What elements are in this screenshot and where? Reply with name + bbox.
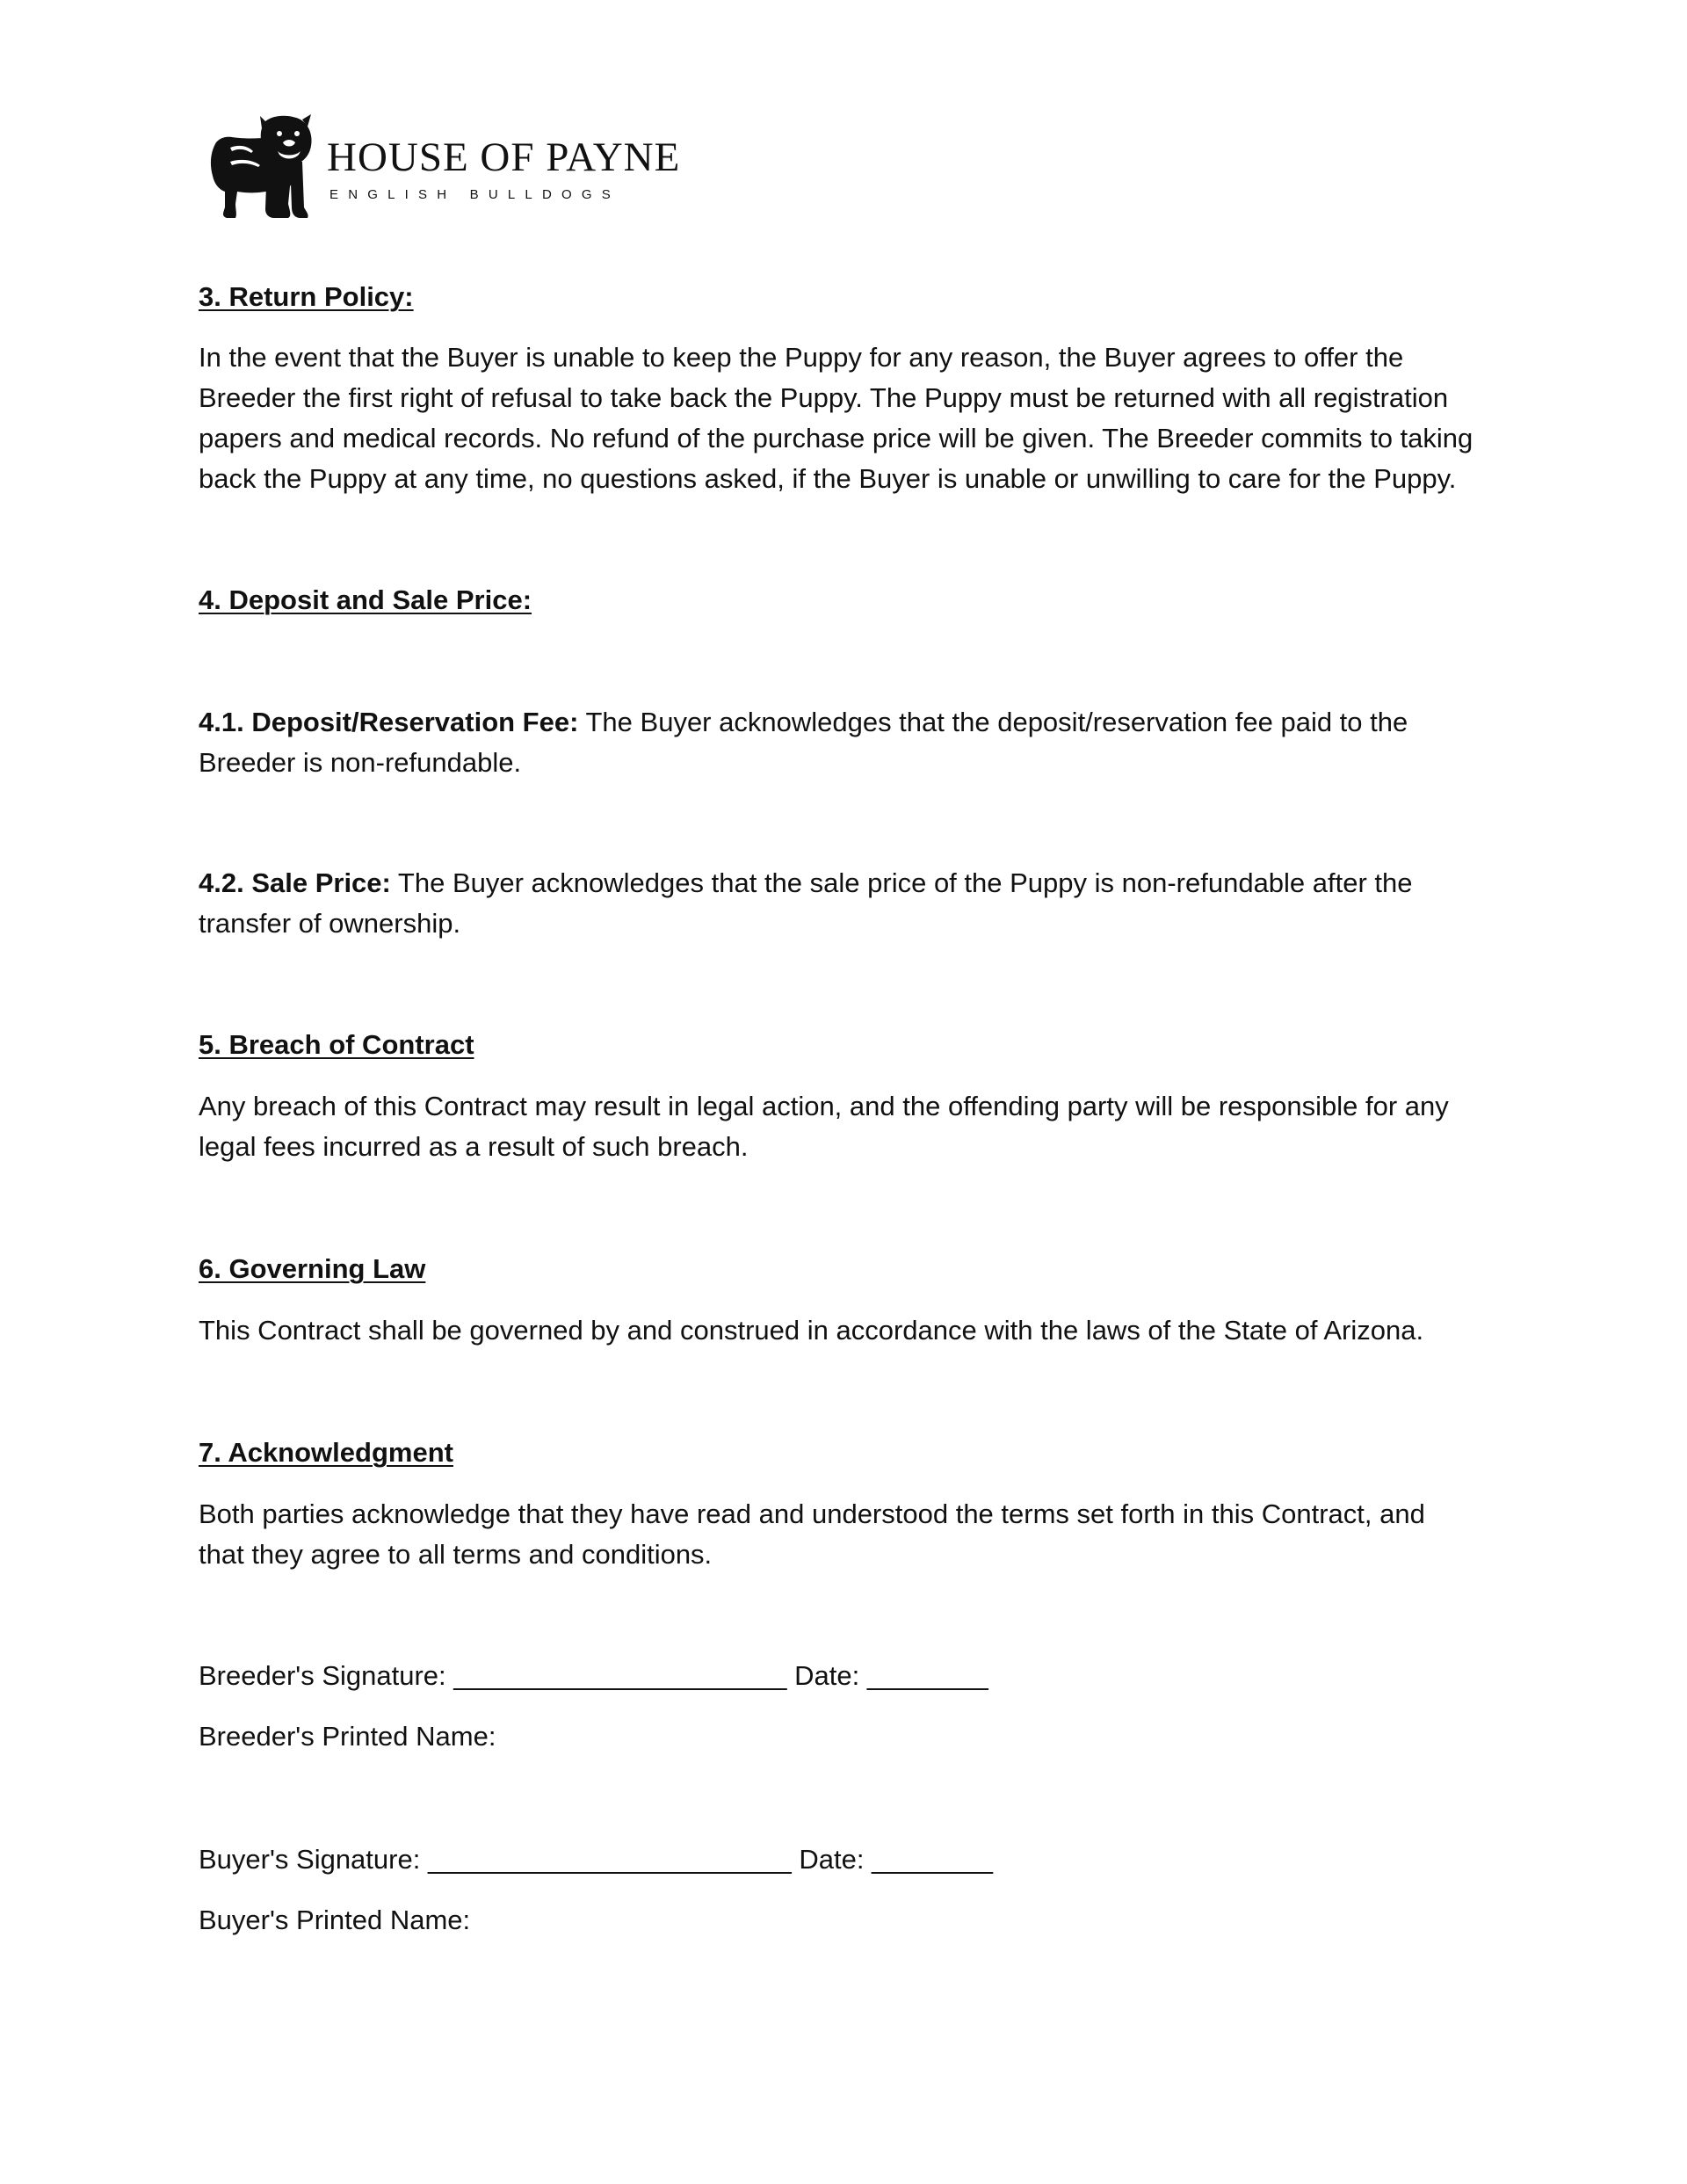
breeder-signature-line[interactable]: Breeder's Signature: ______________________ Date: ________ [199, 1660, 988, 1691]
breach-paragraph [199, 1086, 1499, 1167]
paragraph-line: that they agree to all terms and conditions. [199, 1539, 713, 1570]
paragraph-line: legal fees incurred as a result of such breach. [199, 1131, 749, 1162]
paragraph-line: Breeder is non-refundable. [199, 747, 522, 778]
logo-subtitle: ENGLISH BULLDOGS [329, 187, 620, 202]
governing-law-heading: 6. Governing Law [199, 1253, 426, 1284]
sale-price-label: 4.2. Sale Price: [199, 867, 391, 898]
paragraph-line: Any breach of this Contract may result in legal action, and the offending party will be responsible for any [199, 1091, 1449, 1121]
return-policy-paragraph [199, 337, 1499, 499]
paragraph-line: papers and medical records. No refund of the purchase price will be given. The Breeder commits to taking [199, 423, 1473, 453]
bulldog-icon [204, 112, 318, 220]
breach-heading: 5. Breach of Contract [199, 1029, 474, 1060]
sale-price-text: The Buyer acknowledges that the sale price of the Puppy is non-refundable after the [390, 867, 1413, 898]
paragraph-line: transfer of ownership. [199, 908, 461, 939]
paragraph-line: This Contract shall be governed by and construed in accordance with the laws of the State of Arizona. [199, 1315, 1424, 1346]
house-of-payne-logo [204, 112, 696, 227]
reservation-fee-text: The Buyer acknowledges that the deposit/reservation fee paid to the [578, 707, 1408, 737]
paragraph-line: Breeder the first right of refusal to take back the Puppy. The Puppy must be returned with all registration [199, 382, 1449, 413]
breeder-printed-name[interactable]: Breeder's Printed Name: [199, 1721, 496, 1752]
paragraph-line [199, 863, 1499, 903]
logo-title: HOUSE OF PAYNE [327, 134, 681, 180]
paragraph-line: In the event that the Buyer is unable to keep the Puppy for any reason, the Buyer agrees to offer the [199, 342, 1404, 373]
governing-law-paragraph [199, 1310, 1499, 1351]
sale-price-paragraph [199, 863, 1499, 944]
paragraph-line: back the Puppy at any time, no questions asked, if the Buyer is unable or unwilling to care for the Puppy. [199, 463, 1457, 494]
reservation-fee-paragraph [199, 702, 1499, 783]
paragraph-line [199, 702, 1499, 743]
reservation-fee-label: 4.1. Deposit/Reservation Fee: [199, 707, 579, 737]
paragraph-line: Both parties acknowledge that they have read and understood the terms set forth in this Contract, and [199, 1498, 1425, 1529]
buyer-signature-line[interactable]: Buyer's Signature: ________________________ Date: ________ [199, 1844, 993, 1875]
deposit-heading: 4. Deposit and Sale Price: [199, 584, 532, 615]
buyer-printed-name[interactable]: Buyer's Printed Name: [199, 1905, 471, 1935]
acknowledgment-heading: 7. Acknowledgment [199, 1437, 453, 1468]
acknowledgment-paragraph [199, 1494, 1499, 1575]
return-policy-heading: 3. Return Policy: [199, 281, 414, 312]
